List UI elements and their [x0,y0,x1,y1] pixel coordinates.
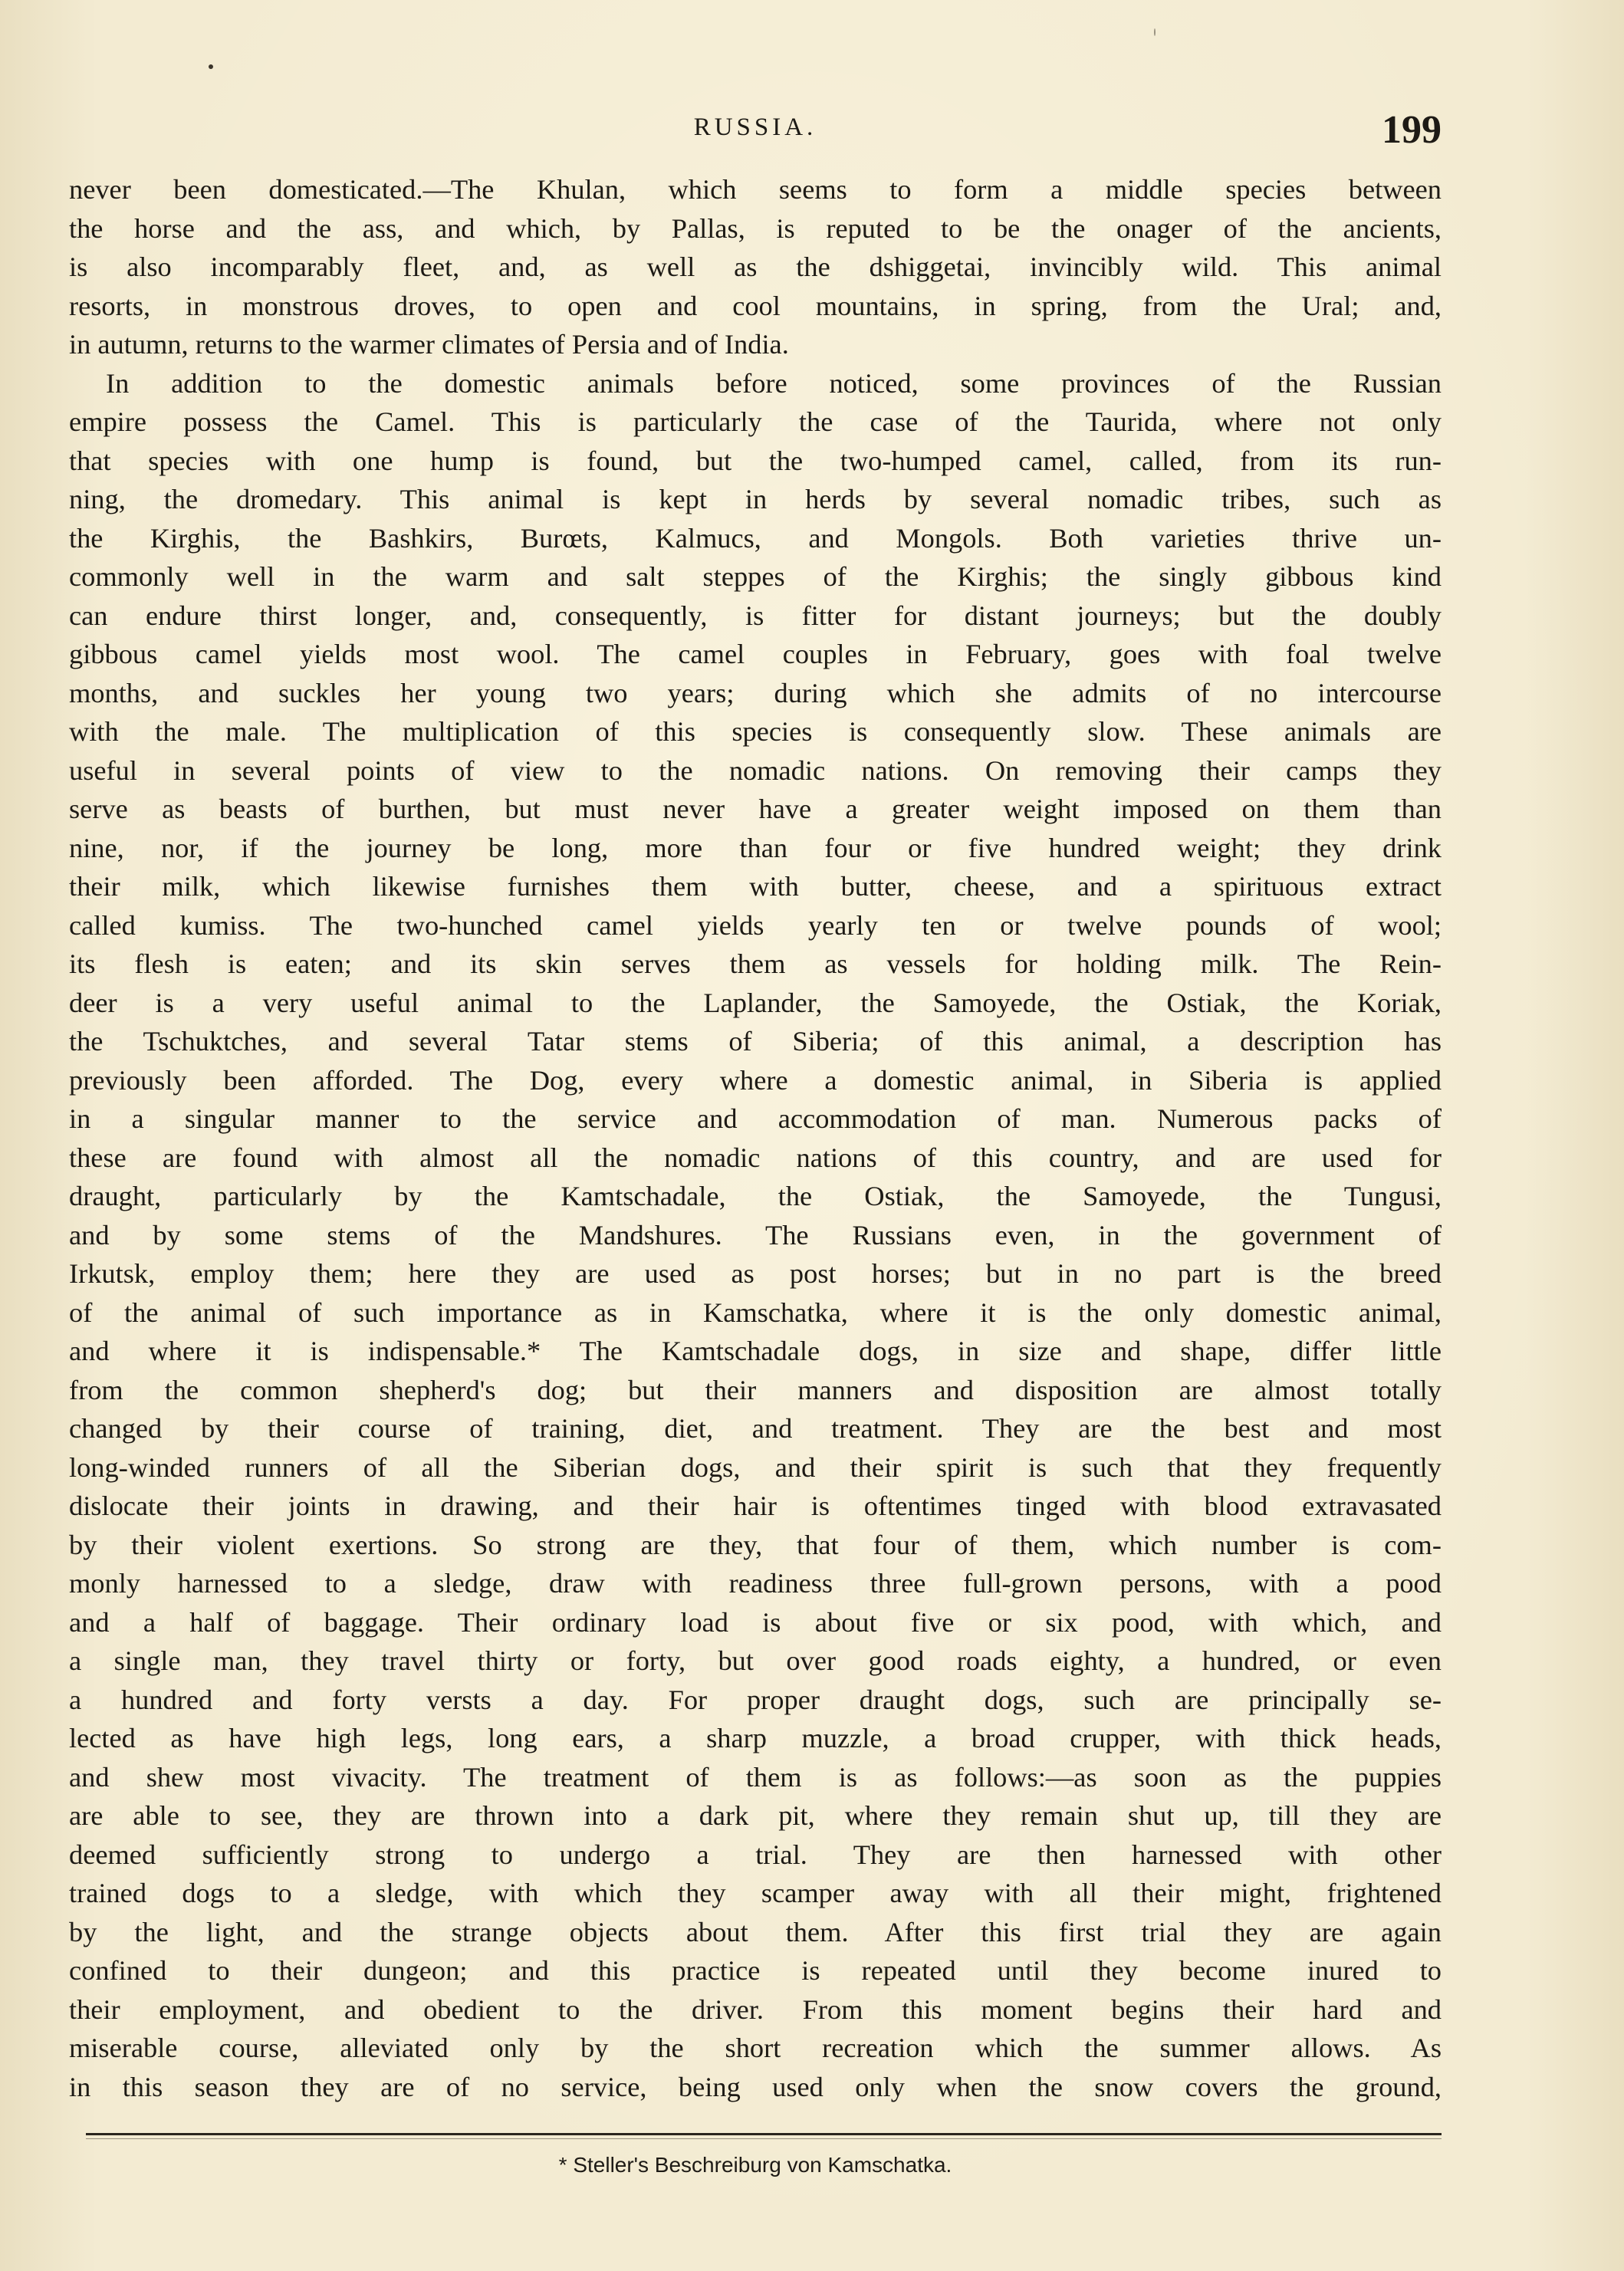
text-line: trained dogs to a sledge, with which they scamper away with all their might, frightened [69,1878,1442,1908]
text-line: a single man, they travel thirty or forty, but over good roads eighty, a hundred, or even [69,1645,1442,1676]
text-line: monly harnessed to a sledge, draw with readiness three full-grown persons, with a pood [69,1568,1442,1599]
text-line: miserable course, alleviated only by the short recreation which the summer allows. As [69,2033,1442,2063]
text-line: in this season they are of no service, being used only when the snow covers the ground, [69,2071,1442,2102]
text-line: these are found with almost all the nomadic nations of this country, and are used for [69,1142,1442,1173]
text-line: a hundred and forty versts a day. For proper draught dogs, such are principally se- [69,1684,1442,1715]
text-line: lected as have high legs, long ears, a sharp muzzle, a broad crupper, with thick heads, [69,1723,1442,1753]
text-line: commonly well in the warm and salt steppes of the Kirghis; the singly gibbous kind [69,561,1442,592]
text-line: the Kirghis, the Bashkirs, Burœts, Kalmucs, and Mongols. Both varieties thrive un- [69,522,1442,554]
text-line: ning, the dromedary. This animal is kept in herds by several nomadic tribes, such as [69,484,1442,514]
text-line: empire possess the Camel. This is particularly the case of the Taurida, where not only [69,406,1442,437]
text-line: the horse and the ass, and which, by Pallas, is reputed to be the onager of the ancients, [69,212,1442,244]
footnote-rule-shadow [86,2138,1442,2139]
text-line: dislocate their joints in drawing, and their hair is oftentimes tinged with blood extravasated [69,1490,1442,1521]
text-line: and by some stems of the Mandshures. The Russians even, in the government of [69,1219,1442,1251]
text-line: changed by their course of training, diet, and treatment. They are the best and most [69,1413,1442,1444]
text-line: gibbous camel yields most wool. The camel couples in February, goes with foal twelve [69,639,1442,669]
text-line: with the male. The multiplication of this species is consequently slow. These animals are [69,716,1442,747]
text-line: and where it is indispensable.* The Kamtschadale dogs, in size and shape, differ little [69,1336,1442,1366]
footnote-rule [86,2133,1442,2135]
text-line: can endure thirst longer, and, consequently, is fitter for distant journeys; but the doubly [69,600,1442,631]
page-header [69,107,1442,153]
text-line: and shew most vivacity. The treatment of them is as follows:—as soon as the puppies [69,1761,1442,1793]
text-line: deemed sufficiently strong to undergo a trial. They are then harnessed with other [69,1839,1442,1870]
text-line: that species with one hump is found, but the two-humped camel, called, from its run- [69,445,1442,476]
text-line: In addition to the domestic animals before noticed, some provinces of the Russian [106,367,1442,399]
text-line: by the light, and the strange objects about them. After this first trial they are again [69,1916,1442,1947]
text-line: draught, particularly by the Kamtschadale, the Ostiak, the Samoyede, the Tungusi, [69,1181,1442,1211]
text-line: confined to their dungeon; and this practice is repeated until they become inured to [69,1955,1442,1986]
text-line: months, and suckles her young two years; during which she admits of no intercourse [69,677,1442,708]
text-line: in a singular manner to the service and accommodation of man. Numerous packs of [69,1103,1442,1134]
text-line: the Tschuktches, and several Tatar stems of Siberia; of this animal, a description has [69,1026,1442,1057]
text-line: its flesh is eaten; and its skin serves them as vessels for holding milk. The Rein- [69,948,1442,979]
page-number: 199 [1382,108,1442,152]
text-line: in autumn, returns to the warmer climates of Persia and of India. [69,329,789,360]
text-line: previously been afforded. The Dog, every where a domestic animal, in Siberia is applied [69,1064,1442,1096]
text-line: called kumiss. The two-hunched camel yields yearly ten or twelve pounds of wool; [69,909,1442,941]
text-line: of the animal of such importance as in Kamschatka, where it is the only domestic animal, [69,1297,1442,1328]
text-line: deer is a very useful animal to the Laplander, the Samoyede, the Ostiak, the Koriak, [69,987,1442,1018]
text-line: and a half of baggage. Their ordinary load is about five or six pood, with which, and [69,1606,1442,1638]
text-line: useful in several points of view to the nomadic nations. On removing their camps they [69,754,1442,786]
text-line: Irkutsk, employ them; here they are used as post horses; but in no part is the breed [69,1258,1442,1289]
ink-speck [1154,28,1156,36]
text-line: their milk, which likewise furnishes them with butter, cheese, and a spirituous extract [69,871,1442,902]
running-head: RUSSIA. [693,113,817,141]
text-line: from the common shepherd's dog; but their manners and disposition are almost totally [69,1374,1442,1405]
body-text [69,170,1442,2106]
text-line: long-winded runners of all the Siberian dogs, and their spirit is such that they frequently [69,1451,1442,1483]
text-line: are able to see, they are thrown into a dark pit, where they remain shut up, till they are [69,1800,1442,1831]
text-line: resorts, in monstrous droves, to open and cool mountains, in spring, from the Ural; and, [69,290,1442,321]
footnote: * Steller's Beschreiburg von Kamschatka. [558,2153,952,2177]
text-line: nine, nor, if the journey be long, more than four or five hundred weight; they drink [69,832,1442,863]
text-line: never been domesticated.—The Khulan, which seems to form a middle species between [69,174,1442,205]
text-line: their employment, and obedient to the driver. From this moment begins their hard and [69,1993,1442,2025]
text-line: by their violent exertions. So strong are they, that four of them, which number is com- [69,1529,1442,1560]
ink-speck [209,64,213,69]
text-line: is also incomparably fleet, and, as well as the dshiggetai, invincibly wild. This animal [69,251,1442,282]
text-line: serve as beasts of burthen, but must never have a greater weight imposed on them than [69,794,1442,824]
